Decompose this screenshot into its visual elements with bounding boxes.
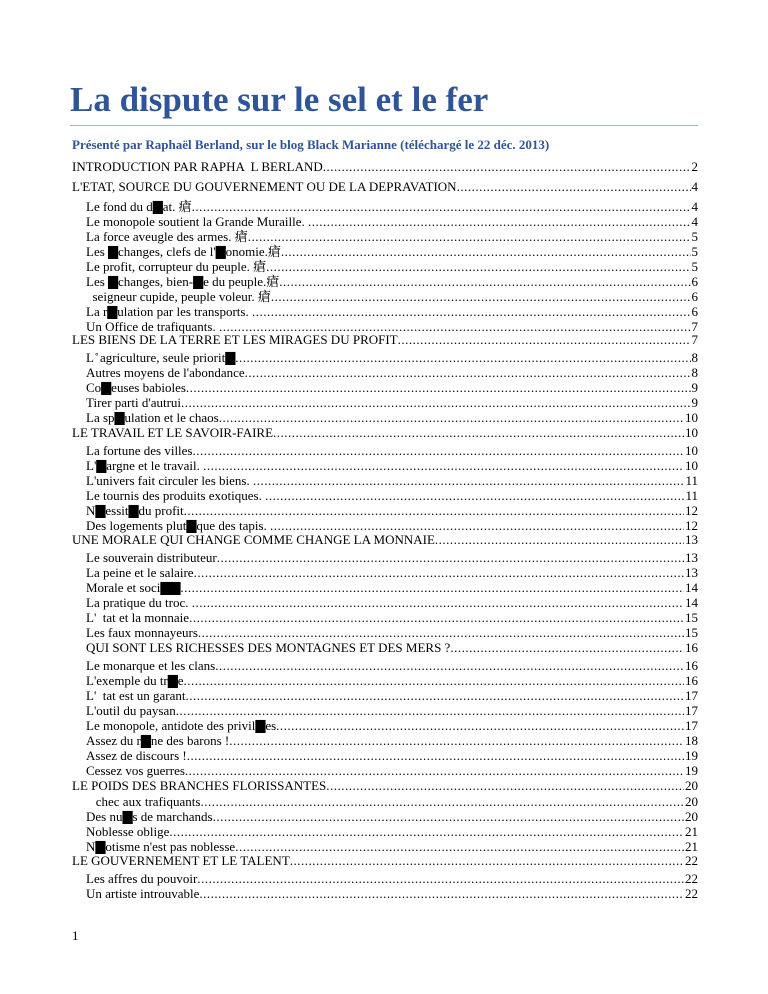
toc-entry-page: 17 [685,718,698,733]
toc-leader-dots [235,839,684,854]
toc-entry-title: LE TRAVAIL ET LE SAVOIR-FAIRE [72,425,274,440]
toc-entry-page: 16 [685,640,698,655]
toc-entry[interactable] [86,824,698,839]
toc-entry-title: Le fond du d▇at. 瘡 [86,199,192,214]
toc-entry-title: Noblesse oblige [86,824,170,839]
toc-entry[interactable] [86,365,698,380]
toc-entry[interactable] [86,458,698,473]
toc-entry-page: 15 [685,610,698,625]
toc-leader-dots [435,532,684,547]
toc-leader-dots [185,688,684,703]
toc-entry-page: 6 [691,304,698,319]
toc-entry-title: INTRODUCTION PAR RAPHA L BERLAND [72,159,323,174]
toc-leader-dots [265,488,684,503]
toc-leader-dots [176,703,684,718]
toc-entry[interactable] [86,565,698,580]
toc-entry-page: 6 [691,274,698,289]
toc-entry-title: La fortune des villes [86,443,193,458]
toc-entry-title: Assez du r▇ne des barons ! [86,733,230,748]
toc-entry[interactable] [86,518,698,533]
toc-entry[interactable] [86,304,698,319]
toc-entry-title: La r▇ulation par les transports. [86,304,252,319]
toc-entry[interactable] [72,332,698,347]
toc-entry-title: Les affres du pouvoir [86,871,198,886]
toc-entry[interactable] [86,274,698,289]
toc-entry-title: Des nu▇s de marchands [86,809,213,824]
toc-entry-title: Morale et soci▇▇ [86,580,181,595]
toc-entry-title: Des logements plut▇que des tapis. [86,518,271,533]
toc-leader-dots [252,304,691,319]
toc-entry-title: La sp▇ulation et le chaos [86,410,219,425]
toc-entry-title: chec aux trafiquants [86,794,201,809]
toc-entry-page: 14 [685,580,698,595]
toc-entry-page: 5 [691,244,698,259]
toc-entry[interactable] [72,532,698,547]
toc-entry-page: 16 [685,673,698,688]
toc-entry-title: L ̊ agriculture, seule priorit▇ [86,350,236,365]
toc-entry[interactable] [86,244,698,259]
toc-entry[interactable] [86,733,698,748]
toc-entry-page: 18 [685,733,698,748]
toc-entry[interactable] [86,610,698,625]
toc-entry-title: L'outil du paysan [86,703,176,718]
toc-entry-title: Les ▇changes, bien-▇e du peuple.瘡 [86,274,280,289]
toc-entry-title: L'exemple du tr▇e [86,673,184,688]
toc-leader-dots [194,565,684,580]
toc-leader-dots [199,886,684,901]
toc-leader-dots [193,443,685,458]
toc-entry[interactable] [86,488,698,503]
toc-entry[interactable] [86,229,698,244]
toc-leader-dots [181,395,690,410]
toc-entry-title: seigneur cupide, peuple voleur. 瘡 [86,289,271,304]
toc-entry-page: 11 [685,488,698,503]
toc-leader-dots [185,763,684,778]
toc-leader-dots [229,733,684,748]
toc-entry[interactable] [86,763,698,778]
toc-leader-dots [197,871,684,886]
toc-leader-dots [450,640,684,655]
page-number: 1 [72,928,79,943]
toc-entry[interactable] [86,718,698,733]
toc-entry-page: 14 [685,595,698,610]
toc-entry-page: 9 [691,395,698,410]
toc-entry-page: 7 [691,332,698,347]
toc-leader-dots [198,625,684,640]
toc-entry-page: 22 [685,886,698,901]
toc-entry-page: 12 [685,518,698,533]
toc-entry[interactable] [86,443,698,458]
toc-entry-title: Le monopole soutient la Grande Muraille. [86,214,309,229]
toc-entry-page: 2 [691,159,698,174]
toc-entry-page: 19 [685,748,698,763]
toc-leader-dots [200,794,684,809]
toc-entry-page: 11 [685,473,698,488]
toc-entry[interactable] [86,259,698,274]
toc-leader-dots [281,244,691,259]
toc-leader-dots [184,673,684,688]
toc-leader-dots [308,214,690,229]
toc-entry-title: L' tat est un garant [86,688,186,703]
toc-leader-dots [184,503,684,518]
toc-entry[interactable] [86,703,698,718]
toc-entry-title: Le monopole, antidote des privil▇es [86,718,277,733]
toc-entry-title: Le tournis des produits exotiques. [86,488,266,503]
toc-entry-page: 17 [685,703,698,718]
toc-leader-dots [219,410,684,425]
toc-leader-dots [203,458,684,473]
toc-entry-page: 13 [685,550,698,565]
toc-leader-dots [169,824,684,839]
toc-entry-page: 21 [685,824,698,839]
toc-entry-page: 19 [685,763,698,778]
toc-leader-dots [213,809,684,824]
toc-entry-title: La pratique du troc. [86,595,192,610]
toc-leader-dots [192,595,684,610]
toc-entry-page: 8 [691,350,698,365]
toc-entry-page: 21 [685,839,698,854]
toc-leader-dots [180,580,684,595]
toc-entry-page: 4 [691,199,698,214]
toc-entry[interactable] [86,809,698,824]
toc-entry-page: 20 [685,778,698,793]
toc-entry-title: L'▇argne et le travail. [86,458,204,473]
toc-entry[interactable] [86,580,698,595]
toc-entry-title: Cessez vos guerres [86,763,185,778]
toc-entry-page: 5 [691,259,698,274]
toc-entry-title: Tirer parti d'autrui [86,395,182,410]
toc-entry-title: La peine et le salaire [86,565,194,580]
toc-entry-title: LES BIENS DE LA TERRE ET LES MIRAGES DU PROFIT [72,332,398,347]
toc-entry[interactable] [86,794,698,809]
toc-entry-page: 17 [685,688,698,703]
toc-entry-title: Co▇euses babioles [86,380,186,395]
toc-leader-dots [245,365,691,380]
toc-leader-dots [457,179,691,194]
toc-entry-page: 4 [691,179,698,194]
toc-entry[interactable] [86,214,698,229]
toc-entry[interactable] [72,425,698,440]
toc-entry-page: 4 [691,214,698,229]
toc-leader-dots [326,778,684,793]
toc-entry-title: Le souverain distributeur [86,550,217,565]
toc-entry[interactable] [86,380,698,395]
toc-entry-title: Un Office de trafiquants. [86,319,219,334]
toc-entry-page: 13 [685,565,698,580]
toc-entry-title: Les ▇changes, clefs de l'▇onomie.瘡 [86,244,281,259]
toc-entry[interactable] [86,199,698,214]
toc-leader-dots [323,159,691,174]
toc-entry-page: 10 [685,410,698,425]
toc-entry[interactable] [86,550,698,565]
toc-leader-dots [266,259,690,274]
toc-entry-page: 22 [685,871,698,886]
toc-entry-title: Le monarque et les clans [86,658,216,673]
toc-entry-title: L'univers fait circuler les biens. [86,473,253,488]
toc-leader-dots [189,610,684,625]
toc-leader-dots [192,199,691,214]
toc-entry[interactable] [86,503,698,518]
toc-entry[interactable] [86,658,698,673]
toc-entry-page: 10 [685,458,698,473]
toc-entry-title: Autres moyens de l'abondance [86,365,245,380]
toc-entry[interactable] [86,395,698,410]
document-title: La dispute sur le sel et le fer [70,80,489,119]
toc-entry[interactable] [72,778,698,793]
toc-entry-page: 9 [691,380,698,395]
toc-leader-dots [186,380,691,395]
toc-entry[interactable] [86,289,698,304]
toc-leader-dots [276,718,684,733]
toc-entry-page: 7 [691,319,698,334]
toc-entry-page: 15 [685,625,698,640]
toc-entry-title: UNE MORALE QUI CHANGE COMME CHANGE LA MONNAIE [72,532,435,547]
toc-entry[interactable] [86,625,698,640]
toc-entry[interactable] [86,886,698,901]
toc-entry[interactable] [86,595,698,610]
toc-leader-dots [248,229,691,244]
toc-entry[interactable] [72,179,698,194]
toc-entry-title: N▇otisme n'est pas noblesse [86,839,236,854]
toc-entry-title: Les faux monnayeurs [86,625,198,640]
toc-entry-page: 20 [685,794,698,809]
toc-entry-title: Assez de discours ! [86,748,187,763]
toc-entry-page: 10 [685,443,698,458]
toc-entry-page: 20 [685,809,698,824]
toc-leader-dots [217,550,684,565]
toc-leader-dots [215,658,684,673]
toc-entry[interactable] [86,748,698,763]
toc-leader-dots [235,350,690,365]
toc-entry-title: QUI SONT LES RICHESSES DES MONTAGNES ET DES MERS ? [86,640,451,655]
toc-entry[interactable] [72,159,698,174]
toc-entry[interactable] [86,688,698,703]
toc-leader-dots [279,274,690,289]
toc-entry-page: 12 [685,503,698,518]
toc-entry[interactable] [86,839,698,854]
toc-leader-dots [253,473,685,488]
toc-entry-title: L'ETAT, SOURCE DU GOUVERNEMENT OU DE LA DEPRAVATION [72,179,457,194]
toc-entry-title: N▇essit▇du profit [86,503,184,518]
toc-entry-page: 5 [691,229,698,244]
toc-entry-page: 22 [685,853,698,868]
toc-entry-page: 6 [691,289,698,304]
toc-entry-title: LE GOUVERNEMENT ET LE TALENT [72,853,290,868]
toc-leader-dots [271,289,691,304]
toc-entry-page: 13 [685,532,698,547]
toc-leader-dots [290,853,684,868]
toc-leader-dots [270,518,684,533]
toc-entry-page: 16 [685,658,698,673]
toc-leader-dots [187,748,684,763]
toc-entry-title: La force aveugle des armes. 瘡 [86,229,248,244]
toc-entry[interactable] [86,350,698,365]
toc-entry-title: L' tat et la monnaie [86,610,190,625]
toc-entry[interactable] [72,853,698,868]
toc-entry-title: Un artiste introuvable [86,886,200,901]
toc-entry[interactable] [86,871,698,886]
toc-entry[interactable] [86,673,698,688]
toc-entry-title: LE POIDS DES BRANCHES FLORISSANTES [72,778,327,793]
toc-entry-title: Le profit, corrupteur du peuple. 瘡 [86,259,267,274]
toc-entry-page: 10 [685,425,698,440]
toc-entry[interactable] [86,410,698,425]
document-subtitle: Présenté par Raphaël Berland, sur le blog Black Marianne (téléchargé le 22 déc. 2013) [72,137,550,152]
toc-entry-page: 8 [691,365,698,380]
toc-leader-dots [273,425,684,440]
toc-entry[interactable] [86,473,698,488]
toc-entry[interactable] [86,640,698,655]
toc-leader-dots [398,332,691,347]
